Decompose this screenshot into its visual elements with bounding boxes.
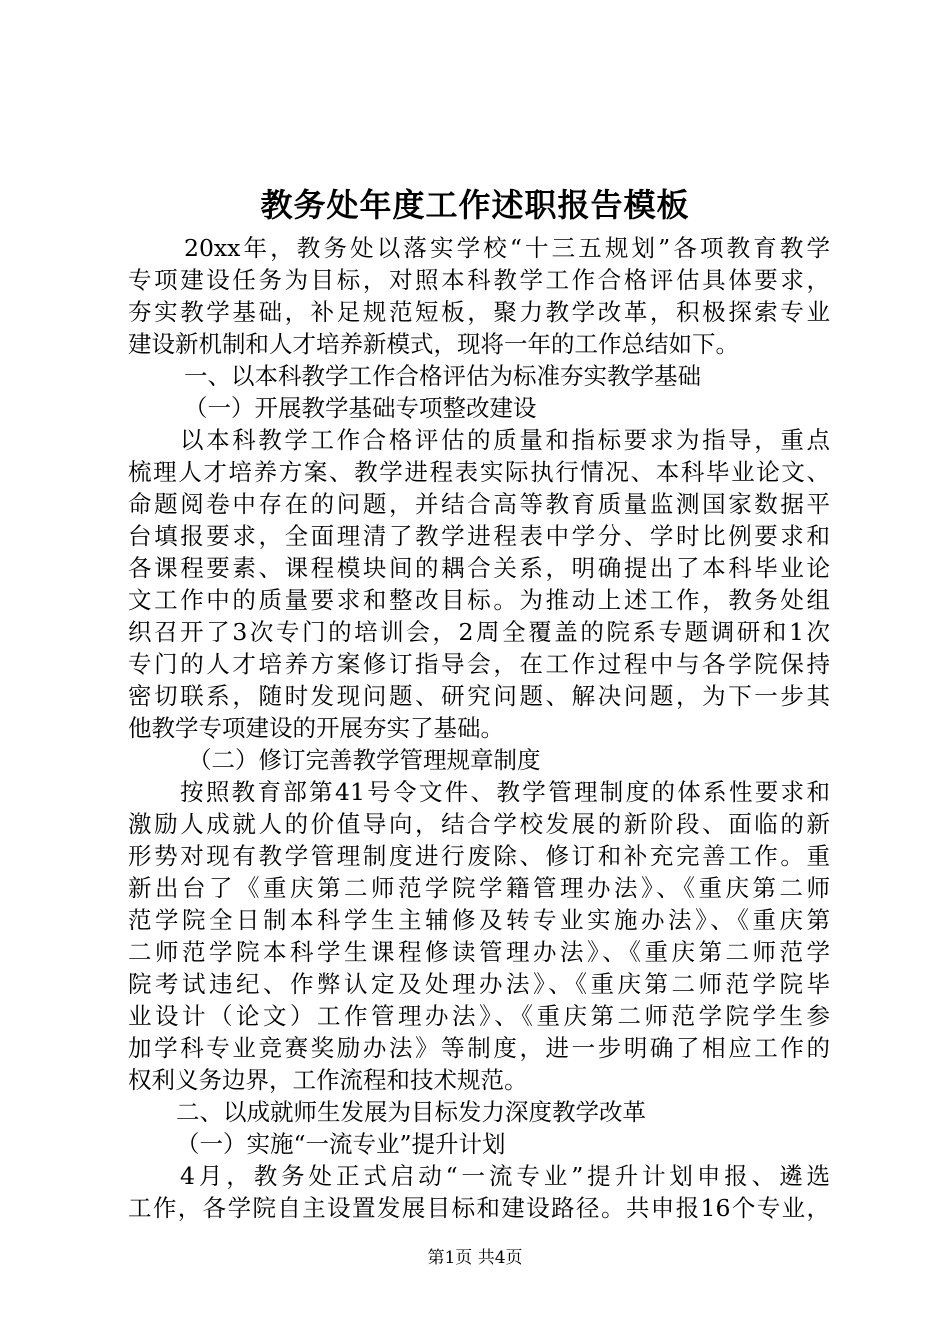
document-title: 教务处年度工作述职报告模板 [260,186,690,224]
body-line: 权利义务边界，工作流程和技术规范。 [128,1066,528,1094]
body-line: 院考试违纪、作弊认定及处理办法》、《重庆第二师范学院毕 [128,970,830,998]
body-line: 以本科教学工作合格评估的质量和指标要求为指导，重点 [180,426,830,454]
body-line: 形势对现有教学管理制度进行废除、修订和补充完善工作。重 [128,842,830,870]
body-line: 各课程要素、课程模块间的耦合关系，明确提出了本科毕业论 [128,554,830,582]
body-line: 夯实教学基础，补足规范短板，聚力教学改革，积极探索专业 [128,298,830,326]
body-line: 按照教育部第41号令文件、教学管理制度的体系性要求和 [180,778,830,806]
body-line: 20xx年，教务处以落实学校“十三五规划”各项教育教学 [184,234,830,262]
body-line: 命题阅卷中存在的问题，并结合高等教育质量监测国家数据平 [128,490,830,518]
body-line: 台填报要求，全面理清了教学进程表中学分、学时比例要求和 [128,522,830,550]
body-line: 业设计（论文）工作管理办法》、《重庆第二师范学院学生参 [128,1002,830,1030]
body-line: 二师范学院本科学生课程修读管理办法》、《重庆第二师范学 [128,938,830,966]
body-line: 文工作中的质量要求和整改目标。为推动上述工作，教务处组 [128,586,830,614]
body-line: 工作，各学院自主设置发展目标和建设路径。共申报16个专业， [128,1194,830,1222]
body-line: 4月，教务处正式启动“一流专业”提升计划申报、遴选 [180,1162,830,1190]
body-line: 建设新机制和人才培养新模式，现将一年的工作总结如下。 [128,330,739,358]
body-line: 专项建设任务为目标，对照本科教学工作合格评估具体要求， [128,266,830,294]
body-line: 新出台了《重庆第二师范学院学籍管理办法》、《重庆第二师 [128,874,830,902]
body-line: 织召开了3次专门的培训会，2周全覆盖的院系专题调研和1次 [128,618,830,646]
body-line: 密切联系，随时发现问题、研究问题、解决问题，为下一步其 [128,682,830,710]
body-line: （二）修订完善教学管理规章制度 [188,746,541,774]
document-body [128,232,830,1224]
body-line: 激励人成就人的价值导向，结合学校发展的新阶段、面临的新 [128,810,830,838]
page-footer: 第1页 共4页 [427,1248,523,1268]
body-line: （一）实施“一流专业”提升计划 [176,1130,506,1158]
body-line: 专门的人才培养方案修订指导会，在工作过程中与各学院保持 [128,650,830,678]
body-line: 加学科专业竞赛奖励办法》等制度，进一步明确了相应工作的 [128,1034,830,1062]
body-line: 他教学专项建设的开展夯实了基础。 [128,714,504,742]
body-line: （一）开展教学基础专项整改建设 [184,394,537,422]
body-line: 范学院全日制本科学生主辅修及转专业实施办法》、《重庆第 [128,906,830,934]
body-line: 二、以成就师生发展为目标发力深度教学改革 [176,1098,646,1126]
body-line: 梳理人才培养方案、教学进程表实际执行情况、本科毕业论文、 [128,458,830,486]
body-line: 一、以本科教学工作合格评估为标准夯实教学基础 [184,362,701,390]
